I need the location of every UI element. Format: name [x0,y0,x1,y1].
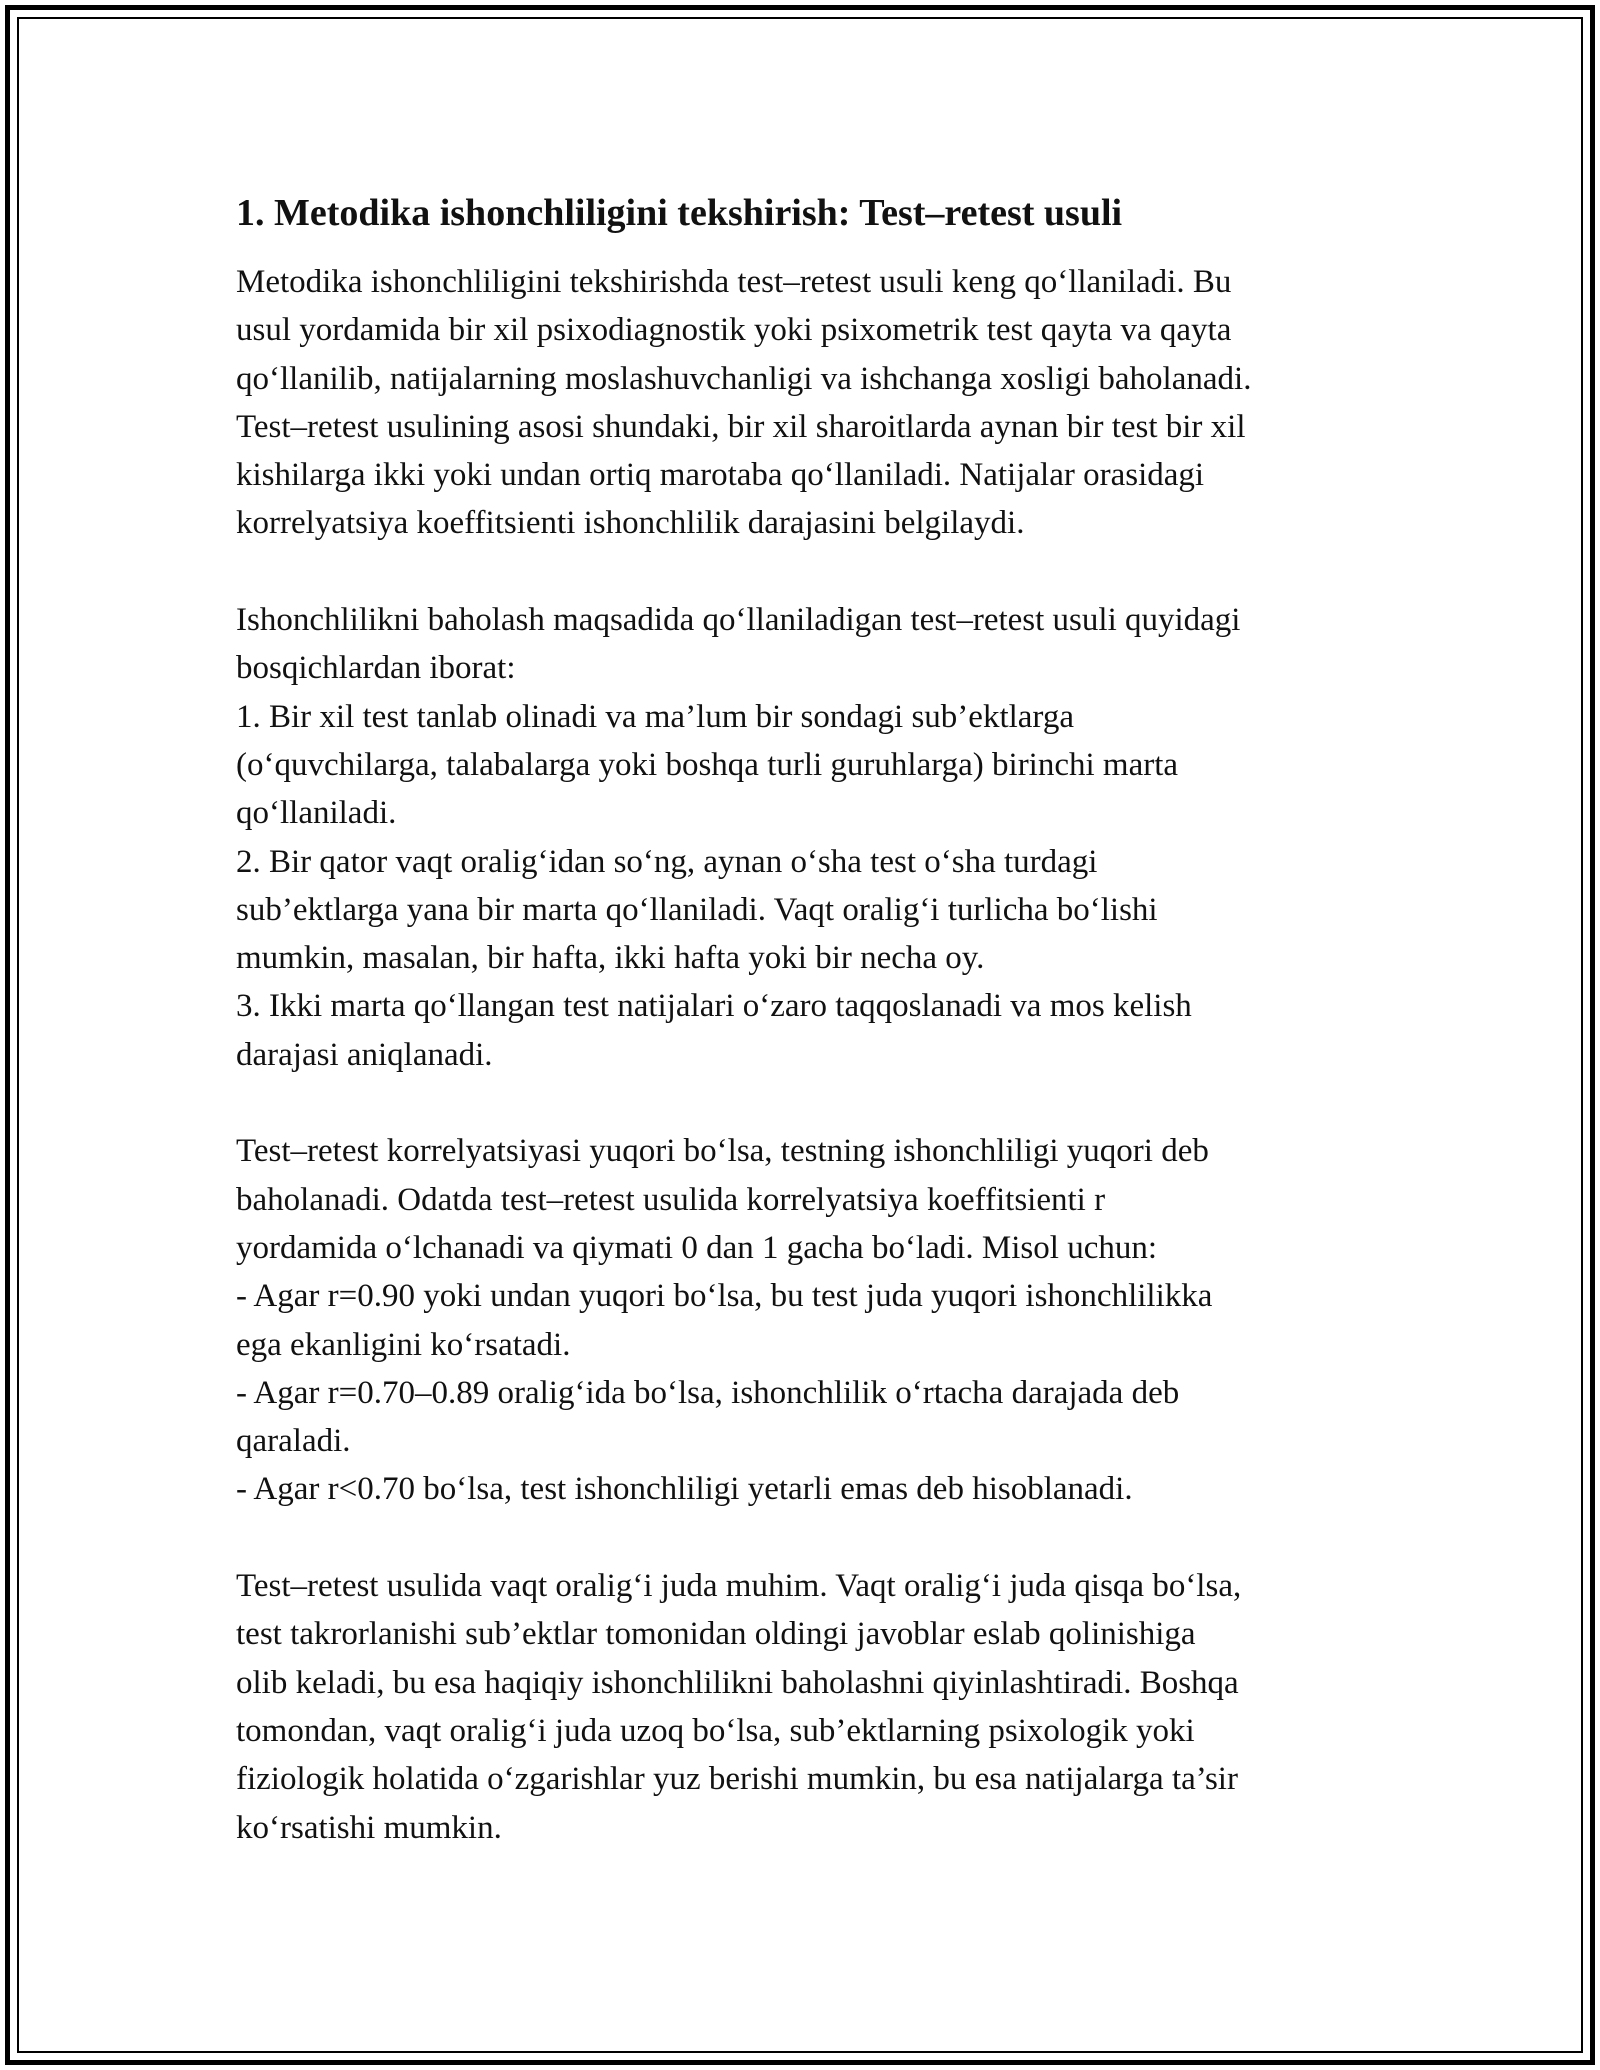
text-line: darajasi aniqlanadi. [236,1036,493,1073]
text-line: mumkin, masalan, bir hafta, ikki hafta yoki bir necha oy. [236,940,985,977]
text-line: bosqichlardan iborat: [236,650,516,687]
paragraph-3 [236,1127,1386,1513]
text-line: qaraladi. [236,1423,351,1460]
text-line: olib keladi, bu esa haqiqiy ishonchlilikni baholashni qiyinlashtiradi. Boshqa [236,1664,1239,1701]
text-line: usul yordamida bir xil psixodiagnostik yoki psixometrik test qayta va qayta [236,312,1232,349]
text-line: kishilarga ikki yoki undan ortiq marotaba qo‘llaniladi. Natijalar orasidagi [236,457,1205,494]
text-line: tomondan, vaqt oralig‘i juda uzoq bo‘lsa, sub’ektlarning psixologik yoki [236,1712,1195,1749]
text-line: sub’ektlarga yana bir marta qo‘llaniladi. Vaqt oralig‘i turlicha bo‘lishi [236,891,1158,928]
text-line: korrelyatsiya koeffitsienti ishonchlilik darajasini belgilaydi. [236,505,1025,542]
text-line: ko‘rsatishi mumkin. [236,1809,502,1846]
text-line: 2. Bir qator vaqt oralig‘idan so‘ng, aynan o‘sha test o‘sha turdagi [236,843,1098,880]
text-line: - Agar r=0.70–0.89 oralig‘ida bo‘lsa, ishonchlilik o‘rtacha darajada deb [236,1374,1180,1411]
text-line: fiziologik holatida o‘zgarishlar yuz berishi mumkin, bu esa natijalarga ta’sir [236,1761,1238,1798]
text-line: yordamida o‘lchanadi va qiymati 0 dan 1 gacha bo‘ladi. Misol uchun: [236,1229,1158,1266]
text-line: Metodika ishonchliligini tekshirishda test–retest usuli keng qo‘llaniladi. Bu [236,264,1232,300]
text-line: qo‘llanilib, natijalarning moslashuvchanligi va ishchanga xosligi baholanadi. [236,360,1252,397]
text-line: qo‘llaniladi. [236,795,397,832]
text-line: (o‘quvchilarga, talabalarga yoki boshqa turli guruhlarga) birinchi marta [236,746,1179,783]
paragraph-4 [236,1562,1386,1852]
paragraph-2 [236,596,1386,1079]
text-line: Test–retest usulida vaqt oralig‘i juda muhim. Vaqt oralig‘i juda qisqa bo‘lsa, [236,1568,1242,1605]
text-line: 1. Bir xil test tanlab olinadi va ma’lum bir sondagi sub’ektlarga [236,698,1074,735]
text-line: Test–retest usulining asosi shundaki, bir xil sharoitlarda aynan bir test bir xil [236,408,1246,445]
paragraphs [236,258,1386,1852]
paragraph-1 [236,258,1386,548]
text-line: baholanadi. Odatda test–retest usulida korrelyatsiya koeffitsienti r [236,1181,1106,1218]
text-line: test takrorlanishi sub’ektlar tomonidan oldingi javoblar eslab qolinishiga [236,1616,1196,1653]
document-body [236,188,1386,1900]
text-line: - Agar r<0.70 bo‘lsa, test ishonchliligi yetarli emas deb hisoblanadi. [236,1471,1133,1508]
text-line: Ishonchlilikni baholash maqsadida qo‘llaniladigan test–retest usuli quyidagi [236,602,1241,639]
text-line: Test–retest korrelyatsiyasi yuqori bo‘lsa, testning ishonchliligi yuqori deb [236,1133,1209,1170]
text-line: - Agar r=0.90 yoki undan yuqori bo‘lsa, bu test juda yuqori ishonchlilikka [236,1278,1213,1315]
text-line: 3. Ikki marta qo‘llangan test natijalari o‘zaro taqqoslanadi va mos kelish [236,988,1192,1025]
text-line: ega ekanligini ko‘rsatadi. [236,1326,571,1363]
section-heading: 1. Metodika ishonchliligini tekshirish: Test–retest usuli [236,192,1123,234]
